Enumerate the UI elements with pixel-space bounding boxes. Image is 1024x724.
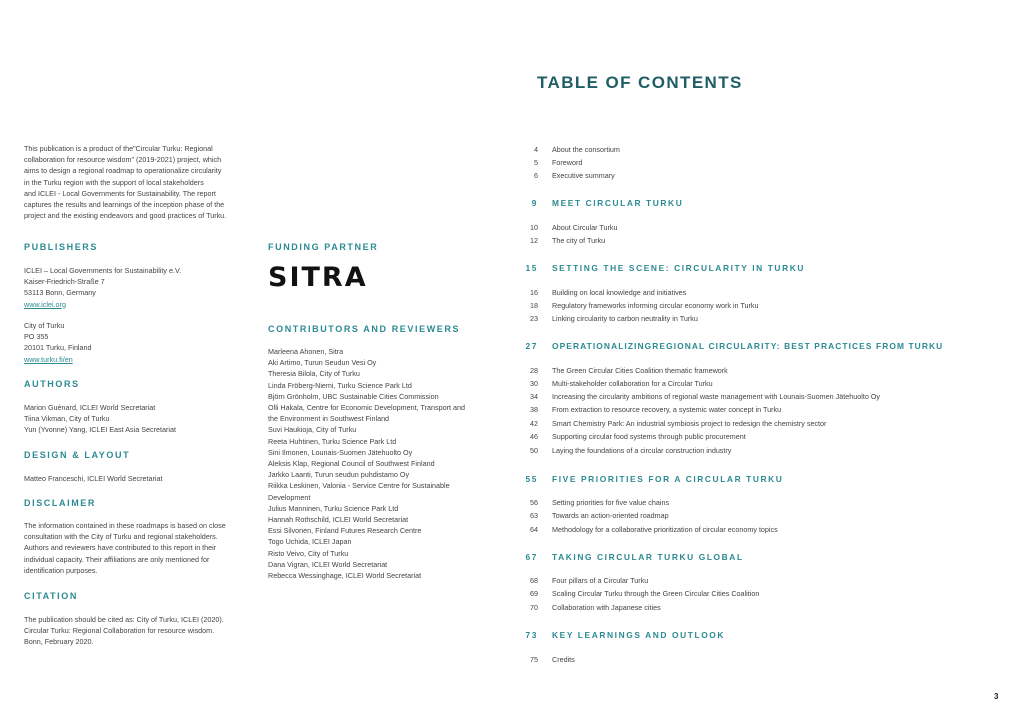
contributor-name: Theresia Bilola, City of Turku — [268, 369, 360, 379]
toc-page-number: 23 — [530, 314, 538, 323]
contributor-name: Sini Ilmonen, Lounais-Suomen Jätehuolto Oy — [268, 447, 413, 457]
contributors-list — [268, 346, 498, 581]
contributor-name: Essi Silvonen, Finland Futures Research Centre — [268, 526, 422, 536]
intro-line: and ICLEI - Local Governments for Sustainability. The report — [24, 188, 216, 198]
contributor-name: Rebecca Wessinghage, ICLEI World Secretariat — [268, 571, 422, 581]
publisher-turku — [24, 320, 254, 365]
toc-page-number: 70 — [530, 603, 538, 612]
toc-entry-label: Supporting circular food systems through public procurement — [552, 432, 746, 441]
toc-entry-label: Multi-stakeholder collaboration for a Circular Turku — [552, 379, 713, 388]
contributor-name: Reeta Huhtinen, Turku Science Park Ltd — [268, 436, 397, 446]
contributor-name: Hannah Rothschild, ICLEI World Secretariat — [268, 515, 409, 525]
toc-page-number: 18 — [530, 301, 538, 310]
toc-entry-label: About Circular Turku — [552, 223, 618, 232]
disclaimer-heading: DISCLAIMER — [24, 498, 96, 508]
contributor-name: Development — [268, 492, 311, 502]
toc-page-number: 10 — [530, 223, 538, 232]
iclei-website-link[interactable]: www.iclei.org — [24, 299, 66, 309]
toc-page-number: 4 — [534, 145, 538, 154]
publishers-heading: PUBLISHERS — [24, 242, 99, 252]
contributor-name: Aleksis Klap, Regional Council of Southwest Finland — [268, 459, 435, 469]
toc-page-number: 56 — [530, 498, 538, 507]
toc-title: TABLE OF CONTENTS — [537, 73, 743, 92]
contributor-name: Risto Veivo, City of Turku — [268, 548, 349, 558]
turku-website-link[interactable]: www.turku.fi/en — [24, 354, 73, 364]
toc-entry-label: Regulatory frameworks informing circular economy work in Turku — [552, 301, 759, 310]
toc-section-label: TAKING CIRCULAR TURKU GLOBAL — [552, 552, 744, 562]
intro-paragraph — [24, 143, 254, 221]
toc-page-number: 50 — [530, 446, 538, 455]
toc-entry-label: The city of Turku — [552, 236, 606, 245]
address-line: City of Turku — [24, 321, 65, 330]
contributor-name: Riikka Leskinen, Valonia - Service Centre for Sustainable — [268, 481, 450, 491]
intro-line: aims to design a regional roadmap to operationalize circularity — [24, 166, 222, 176]
toc-entry-label: Methodology for a collaborative prioritization of circular economy topics — [552, 525, 778, 534]
toc-entry-label: Scaling Circular Turku through the Green Circular Cities Coalition — [552, 589, 760, 598]
toc-entry-label: Four pillars of a Circular Turku — [552, 576, 649, 585]
disclaimer-text — [24, 520, 254, 576]
toc-page-number: 42 — [530, 419, 538, 428]
toc-page-number: 63 — [530, 511, 538, 520]
toc-page-number: 28 — [530, 366, 538, 375]
author-name: Yun (Yvonne) Yang, ICLEI East Asia Secretariat — [24, 425, 176, 435]
toc-entry-label: Executive summary — [552, 171, 615, 180]
toc-page-number: 38 — [530, 405, 538, 414]
toc-page-number: 34 — [530, 392, 538, 401]
publisher-iclei — [24, 265, 254, 310]
toc-page-number: 75 — [530, 655, 538, 664]
disclaimer-line: The information contained in these roadmaps is based on close — [24, 521, 226, 530]
design-credit: Matteo Franceschi, ICLEI World Secretariat — [24, 474, 163, 483]
toc-entry-label: Credits — [552, 655, 575, 664]
toc-entry-label: Increasing the circularity ambitions of regional waste management with Lounais-Suomen Jätehuolto Oy — [552, 392, 881, 401]
citation-heading: CITATION — [24, 591, 78, 601]
authors-list — [24, 402, 254, 436]
toc-page-number: 68 — [530, 576, 538, 585]
toc-page-number: 64 — [530, 525, 538, 534]
address-line: Kaiser-Friedrich-Straße 7 — [24, 277, 105, 287]
toc-section-label: KEY LEARNINGS AND OUTLOOK — [552, 630, 726, 640]
toc-section-label: SETTING THE SCENE: CIRCULARITY IN TURKU — [552, 263, 806, 273]
toc-entry-label: Linking circularity to carbon neutrality in Turku — [552, 314, 698, 323]
contributor-name: Jarkko Laanti, Turun seudun puhdistamo Oy — [268, 470, 410, 480]
toc-page-number: 73 — [525, 630, 538, 640]
intro-line: in the Turku region with the support of local stakeholders — [24, 177, 204, 187]
toc-entry-label: Smart Chemistry Park: An industrial symbiosis project to redesign the chemistry sector — [552, 419, 827, 428]
toc-page-number: 15 — [525, 263, 538, 273]
toc-entry-label: Towards an action-oriented roadmap — [552, 511, 669, 520]
toc-page-number: 55 — [525, 474, 538, 484]
authors-heading: AUTHORS — [24, 379, 80, 389]
address-line: PO 355 — [24, 332, 49, 342]
author-name: Marion Guénard, ICLEI World Secretariat — [24, 403, 156, 412]
intro-line: captures the results and learnings of the inception phase of the — [24, 200, 225, 210]
disclaimer-line: Authors and reviewers have contributed to this report in their — [24, 543, 217, 553]
toc-entry-label: From extraction to resource recovery, a systemic water concept in Turku — [552, 405, 782, 414]
citation-line: Circular Turku: Regional Collaboration for resource wisdom. — [24, 626, 215, 636]
address-line: ICLEI – Local Governments for Sustainability e.V. — [24, 266, 182, 275]
intro-line: project and the existing endeavors and good practices of Turku. — [24, 211, 227, 221]
intro-line: This publication is a product of the"Circular Turku: Regional — [24, 144, 213, 153]
address-line: 53113 Bonn, Germany — [24, 288, 96, 298]
toc-section-label: FIVE PRIORITIES FOR A CIRCULAR TURKU — [552, 474, 784, 484]
toc-section-label: MEET CIRCULAR TURKU — [552, 198, 684, 208]
contributors-heading: CONTRIBUTORS AND REVIEWERS — [268, 324, 461, 334]
contributor-name: Björn Grönholm, UBC Sustainable Cities Commission — [268, 391, 439, 401]
disclaimer-line: identification purposes. — [24, 565, 98, 575]
toc-entry-label: Setting priorities for five value chains — [552, 498, 670, 507]
author-name: Tiina Vikman, City of Turku — [24, 414, 110, 424]
citation-text — [24, 614, 254, 648]
toc-page-number: 69 — [530, 589, 538, 598]
contributor-name: Marleena Ahonen, Sitra — [268, 347, 344, 356]
toc-page-number: 46 — [530, 432, 538, 441]
disclaimer-line: individual capacity. Their affiliations are only mentioned for — [24, 554, 210, 564]
funding-heading: FUNDING PARTNER — [268, 242, 379, 252]
toc-entry-label: The Green Circular Cities Coalition thematic framework — [552, 366, 728, 375]
toc-page-number: 9 — [531, 198, 538, 208]
contributor-name: Dana Vigran, ICLEI World Secretariat — [268, 559, 388, 569]
table-of-contents — [522, 0, 1002, 724]
toc-page-number: 16 — [530, 288, 538, 297]
toc-page-number: 67 — [525, 552, 538, 562]
sitra-logo: SITRA — [268, 262, 368, 293]
contributor-name: Togo Uchida, ICLEI Japan — [268, 537, 352, 547]
toc-entry-label: Building on local knowledge and initiatives — [552, 288, 687, 297]
contributor-name: Olli Hakala, Centre for Economic Development, Transport and — [268, 403, 465, 413]
toc-entry-label: Collaboration with Japanese cities — [552, 603, 661, 612]
contributor-name: Suvi Haukioja, City of Turku — [268, 425, 357, 435]
citation-line: Bonn, February 2020. — [24, 637, 94, 647]
toc-section-label: OPERATIONALIZINGREGIONAL CIRCULARITY: BEST PRACTICES FROM TURKU — [552, 341, 944, 351]
intro-line: collaboration for resource wisdom" (2019-2021) project, which — [24, 155, 222, 165]
citation-line: The publication should be cited as: City of Turku, ICLEI (2020). — [24, 615, 224, 624]
toc-entry-label: About the consortium — [552, 145, 620, 154]
toc-entry-label: Foreword — [552, 158, 583, 167]
address-line: 20101 Turku, Finland — [24, 343, 92, 353]
contributor-name: the Environment in Southwest Finland — [268, 414, 390, 424]
contributor-name: Aki Artimo, Turun Seudun Vesi Oy — [268, 358, 377, 368]
contributor-name: Linda Fröberg-Niemi, Turku Science Park Ltd — [268, 380, 412, 390]
disclaimer-line: consultation with the City of Turku and regional stakeholders. — [24, 532, 218, 542]
design-heading: DESIGN & LAYOUT — [24, 450, 131, 460]
toc-page-number: 12 — [530, 236, 538, 245]
contributor-name: Julius Manninen, Turku Science Park Ltd — [268, 503, 399, 513]
page-number: 3 — [994, 692, 999, 701]
toc-page-number: 27 — [525, 341, 538, 351]
toc-page-number: 5 — [534, 158, 538, 167]
toc-entry-label: Laying the foundations of a circular construction industry — [552, 446, 732, 455]
toc-page-number: 6 — [534, 171, 538, 180]
toc-page-number: 30 — [530, 379, 538, 388]
